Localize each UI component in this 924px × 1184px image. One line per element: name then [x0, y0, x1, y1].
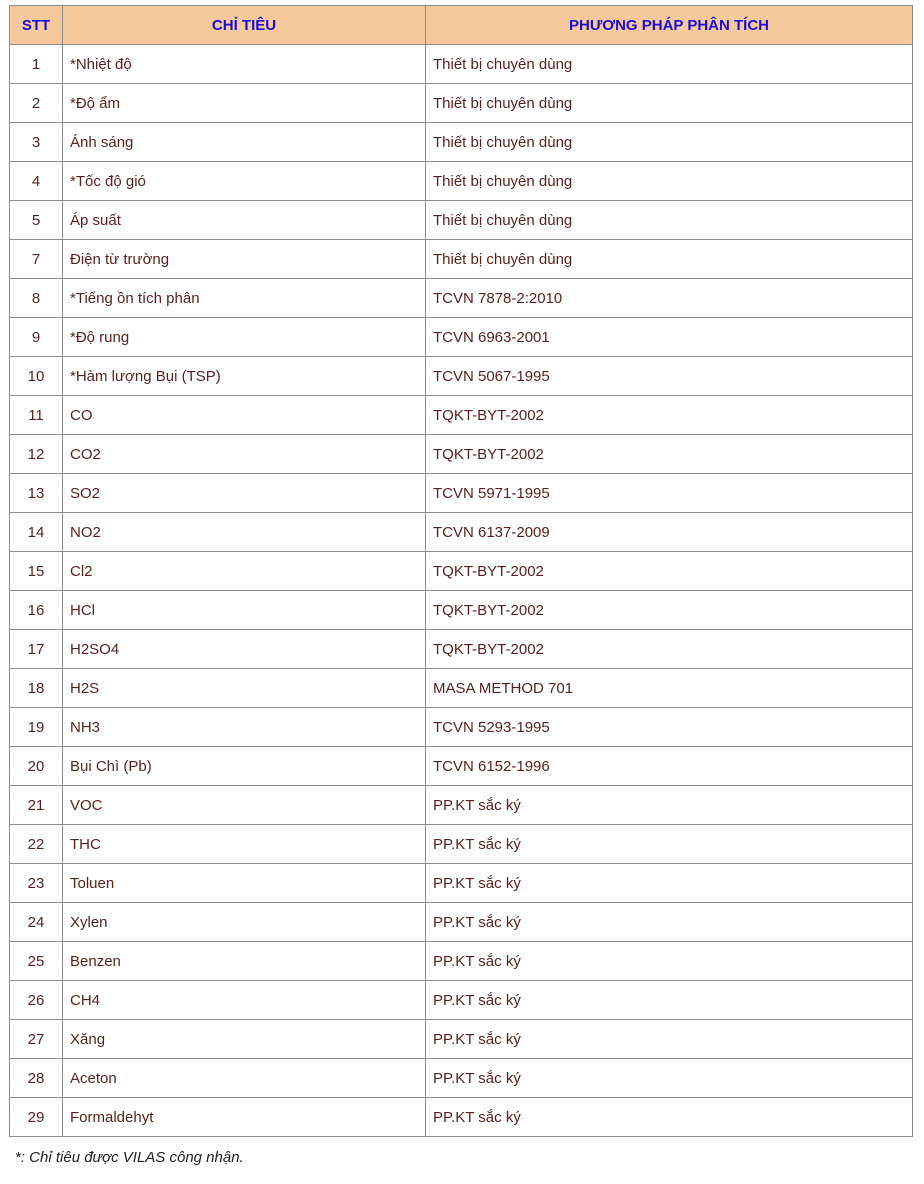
row-stt: 28: [10, 1059, 63, 1098]
row-phuong-phap: TQKT-BYT-2002: [426, 552, 913, 591]
row-stt: 1: [10, 45, 63, 84]
row-chi-tieu: Ánh sáng: [63, 123, 426, 162]
row-stt: 2: [10, 84, 63, 123]
row-chi-tieu: *Tốc độ gió: [63, 162, 426, 201]
row-phuong-phap: Thiết bị chuyên dùng: [426, 84, 913, 123]
row-chi-tieu: H2SO4: [63, 630, 426, 669]
table-row: [10, 1020, 913, 1059]
table-row: [10, 45, 913, 84]
row-stt: 23: [10, 864, 63, 903]
header-stt: STT: [10, 6, 63, 45]
row-stt: 13: [10, 474, 63, 513]
table-row: [10, 201, 913, 240]
row-chi-tieu: Xăng: [63, 1020, 426, 1059]
row-chi-tieu: Điện từ trường: [63, 240, 426, 279]
analysis-table-container: [9, 5, 912, 1137]
row-phuong-phap: PP.KT sắc ký: [426, 1098, 913, 1137]
row-stt: 26: [10, 981, 63, 1020]
row-chi-tieu: *Độ ẩm: [63, 84, 426, 123]
row-stt: 9: [10, 318, 63, 357]
row-phuong-phap: MASA METHOD 701: [426, 669, 913, 708]
row-chi-tieu: *Nhiệt độ: [63, 45, 426, 84]
table-row: [10, 279, 913, 318]
row-stt: 22: [10, 825, 63, 864]
table-row: [10, 591, 913, 630]
row-phuong-phap: TQKT-BYT-2002: [426, 396, 913, 435]
table-row: [10, 1059, 913, 1098]
row-stt: 17: [10, 630, 63, 669]
table-row: [10, 981, 913, 1020]
table-row: [10, 318, 913, 357]
row-chi-tieu: NH3: [63, 708, 426, 747]
row-stt: 27: [10, 1020, 63, 1059]
row-stt: 25: [10, 942, 63, 981]
row-stt: 24: [10, 903, 63, 942]
row-phuong-phap: Thiết bị chuyên dùng: [426, 201, 913, 240]
table-row: [10, 396, 913, 435]
row-stt: 18: [10, 669, 63, 708]
table-row: [10, 162, 913, 201]
row-chi-tieu: Cl2: [63, 552, 426, 591]
header-chi-tieu: CHỈ TIÊU: [63, 6, 426, 45]
row-phuong-phap: TCVN 5067-1995: [426, 357, 913, 396]
row-chi-tieu: CH4: [63, 981, 426, 1020]
row-stt: 11: [10, 396, 63, 435]
row-phuong-phap: TQKT-BYT-2002: [426, 591, 913, 630]
table-row: [10, 474, 913, 513]
row-chi-tieu: Xylen: [63, 903, 426, 942]
row-phuong-phap: TQKT-BYT-2002: [426, 630, 913, 669]
row-stt: 5: [10, 201, 63, 240]
row-chi-tieu: Bụi Chì (Pb): [63, 747, 426, 786]
table-row: [10, 435, 913, 474]
table-row: [10, 942, 913, 981]
row-phuong-phap: TCVN 5971-1995: [426, 474, 913, 513]
row-phuong-phap: PP.KT sắc ký: [426, 1020, 913, 1059]
row-phuong-phap: Thiết bị chuyên dùng: [426, 45, 913, 84]
row-phuong-phap: Thiết bị chuyên dùng: [426, 240, 913, 279]
row-chi-tieu: *Tiếng ồn tích phân: [63, 279, 426, 318]
row-phuong-phap: TCVN 6152-1996: [426, 747, 913, 786]
row-phuong-phap: Thiết bị chuyên dùng: [426, 162, 913, 201]
row-phuong-phap: PP.KT sắc ký: [426, 786, 913, 825]
row-chi-tieu: Aceton: [63, 1059, 426, 1098]
row-stt: 16: [10, 591, 63, 630]
table-row: [10, 747, 913, 786]
row-chi-tieu: THC: [63, 825, 426, 864]
row-phuong-phap: PP.KT sắc ký: [426, 903, 913, 942]
row-chi-tieu: *Độ rung: [63, 318, 426, 357]
row-chi-tieu: SO2: [63, 474, 426, 513]
row-phuong-phap: TCVN 7878-2:2010: [426, 279, 913, 318]
row-stt: 20: [10, 747, 63, 786]
header-phuong-phap: PHƯƠNG PHÁP PHÂN TÍCH: [426, 6, 913, 45]
row-stt: 8: [10, 279, 63, 318]
table-row: [10, 708, 913, 747]
table-row: [10, 825, 913, 864]
row-chi-tieu: *Hàm lượng Bụi (TSP): [63, 357, 426, 396]
table-row: [10, 630, 913, 669]
row-chi-tieu: VOC: [63, 786, 426, 825]
row-phuong-phap: TCVN 6963-2001: [426, 318, 913, 357]
row-chi-tieu: CO2: [63, 435, 426, 474]
row-chi-tieu: NO2: [63, 513, 426, 552]
row-phuong-phap: PP.KT sắc ký: [426, 825, 913, 864]
row-phuong-phap: PP.KT sắc ký: [426, 1059, 913, 1098]
row-phuong-phap: PP.KT sắc ký: [426, 981, 913, 1020]
row-chi-tieu: H2S: [63, 669, 426, 708]
row-stt: 21: [10, 786, 63, 825]
row-phuong-phap: Thiết bị chuyên dùng: [426, 123, 913, 162]
row-chi-tieu: Toluen: [63, 864, 426, 903]
row-chi-tieu: Benzen: [63, 942, 426, 981]
table-row: [10, 84, 913, 123]
table-row: [10, 552, 913, 591]
row-stt: 19: [10, 708, 63, 747]
table-row: [10, 786, 913, 825]
table-header-row: [10, 6, 913, 45]
table-row: [10, 1098, 913, 1137]
table-row: [10, 357, 913, 396]
table-row: [10, 123, 913, 162]
row-phuong-phap: TQKT-BYT-2002: [426, 435, 913, 474]
table-body: [10, 45, 913, 1137]
row-stt: 29: [10, 1098, 63, 1137]
footnote: *: Chỉ tiêu được VILAS công nhận.: [15, 1149, 244, 1166]
row-stt: 12: [10, 435, 63, 474]
table-row: [10, 513, 913, 552]
row-stt: 10: [10, 357, 63, 396]
table-row: [10, 240, 913, 279]
row-stt: 15: [10, 552, 63, 591]
row-stt: 4: [10, 162, 63, 201]
row-phuong-phap: PP.KT sắc ký: [426, 942, 913, 981]
table-row: [10, 864, 913, 903]
row-stt: 7: [10, 240, 63, 279]
table-row: [10, 903, 913, 942]
table-row: [10, 669, 913, 708]
row-chi-tieu: HCl: [63, 591, 426, 630]
row-chi-tieu: CO: [63, 396, 426, 435]
row-phuong-phap: TCVN 5293-1995: [426, 708, 913, 747]
row-stt: 14: [10, 513, 63, 552]
row-phuong-phap: TCVN 6137-2009: [426, 513, 913, 552]
row-chi-tieu: Formaldehyt: [63, 1098, 426, 1137]
analysis-methods-table: [9, 5, 913, 1137]
row-stt: 3: [10, 123, 63, 162]
row-phuong-phap: PP.KT sắc ký: [426, 864, 913, 903]
row-chi-tieu: Áp suất: [63, 201, 426, 240]
